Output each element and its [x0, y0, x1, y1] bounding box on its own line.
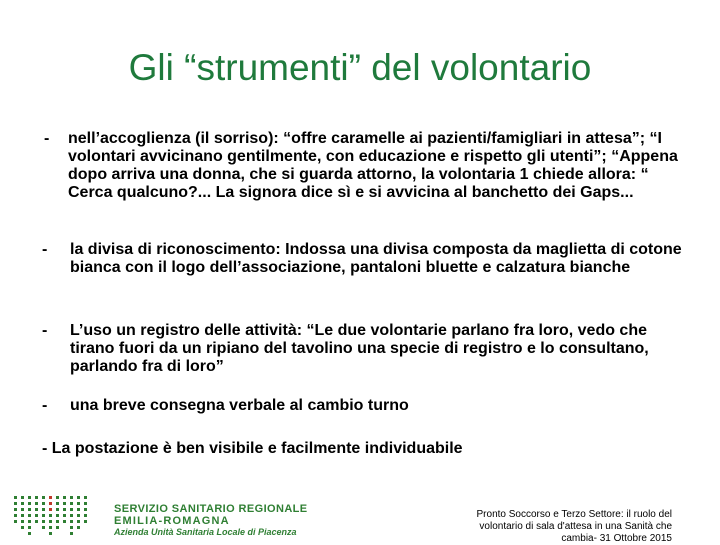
logo-dot [77, 526, 80, 529]
logo-dot [49, 514, 52, 517]
closing-statement: - La postazione è ben visibile e facilmente individuabile [42, 440, 463, 457]
logo-dot [70, 526, 73, 529]
logo-dot [70, 514, 73, 517]
logo-dot [21, 520, 24, 523]
logo-dot [70, 532, 73, 535]
logo-dot [56, 502, 59, 505]
logo-dot [14, 508, 17, 511]
logo-dot [28, 526, 31, 529]
logo-dot [77, 496, 80, 499]
logo-dot [35, 508, 38, 511]
logo-line-2: EMILIA-ROMAGNA [114, 515, 230, 527]
bullet-dash: - [42, 322, 48, 339]
bullet-item: nell’accoglienza (il sorriso): “offre caramelle ai pazienti/famigliari in attesa”; “I volontari avvicinano gentilmente, con educazione e rispetto gli utenti”; “Appena dopo arriva una donna, che si guarda attorno, la volontaria 1 chiede allora: “ Cerca qualcuno?... La signora dice sì e si avvicina al banchetto dei Gaps... [68, 130, 678, 201]
logo-dot [21, 502, 24, 505]
logo-dot [49, 508, 52, 511]
logo-dot [28, 496, 31, 499]
logo-dot [21, 526, 24, 529]
logo-dot [49, 532, 52, 535]
logo-dot [42, 496, 45, 499]
logo-dot [42, 526, 45, 529]
logo-dot [14, 502, 17, 505]
logo-dot [14, 496, 17, 499]
slide-title: Gli “strumenti” del volontario [128, 47, 592, 88]
logo-dot [84, 496, 87, 499]
logo-dot [42, 520, 45, 523]
logo-dot [84, 508, 87, 511]
logo-dot [56, 514, 59, 517]
logo-dot [28, 520, 31, 523]
logo-dot [70, 502, 73, 505]
logo-dot [49, 526, 52, 529]
logo-dot [21, 496, 24, 499]
logo-dot [77, 508, 80, 511]
logo-dot [42, 514, 45, 517]
logo-dot [28, 532, 31, 535]
bullet-item: L’uso un registro delle attività: “Le due volontarie parlano fra loro, vedo che tirano fuori da un ripiano del tavolino una specie di registro e lo consultano, parlando fra di loro” [70, 322, 649, 375]
logo-dot [84, 520, 87, 523]
logo-dot [56, 526, 59, 529]
bullet-item: la divisa di riconoscimento: Indossa una divisa composta da maglietta di cotone bianca con il logo dell’associazione, pantaloni bluette e calzatura bianche [70, 241, 682, 276]
logo-dot [28, 508, 31, 511]
bullet-dash: - [44, 130, 50, 147]
logo-dot [63, 520, 66, 523]
organization-logo [10, 492, 370, 540]
logo-dot [84, 502, 87, 505]
logo-dot [84, 514, 87, 517]
logo-dot [77, 520, 80, 523]
logo-dot [70, 496, 73, 499]
logo-dot [14, 514, 17, 517]
bullet-dash: - [42, 397, 48, 414]
logo-dot [35, 520, 38, 523]
logo-dot [49, 502, 52, 505]
logo-dot [63, 514, 66, 517]
logo-dot [42, 508, 45, 511]
logo-dot [21, 508, 24, 511]
logo-dot [63, 496, 66, 499]
logo-dot [35, 514, 38, 517]
footnote: Pronto Soccorso e Terzo Settore: il ruolo del volontario di sala d'attesa in una Sanità che cambia- 31 Ottobre 2015 [476, 509, 672, 544]
bullet-dash: - [42, 241, 48, 258]
logo-line-1: SERVIZIO SANITARIO REGIONALE [114, 503, 308, 515]
dot-grid-icon [10, 492, 98, 538]
logo-dot [56, 496, 59, 499]
logo-dot [63, 502, 66, 505]
logo-dot [77, 502, 80, 505]
logo-dot [56, 508, 59, 511]
logo-dot [42, 502, 45, 505]
logo-dot [56, 520, 59, 523]
logo-dot [21, 514, 24, 517]
logo-dot [35, 496, 38, 499]
logo-dot [28, 502, 31, 505]
logo-dot [14, 520, 17, 523]
logo-dot [49, 496, 52, 499]
logo-dot [28, 514, 31, 517]
logo-line-3: Azienda Unità Sanitaria Locale di Piacenza [114, 527, 297, 537]
logo-dot [35, 502, 38, 505]
logo-dot [49, 520, 52, 523]
logo-dot [70, 520, 73, 523]
logo-dot [77, 514, 80, 517]
bullet-item: una breve consegna verbale al cambio turno [70, 397, 409, 414]
logo-dot [63, 508, 66, 511]
logo-dot [70, 508, 73, 511]
